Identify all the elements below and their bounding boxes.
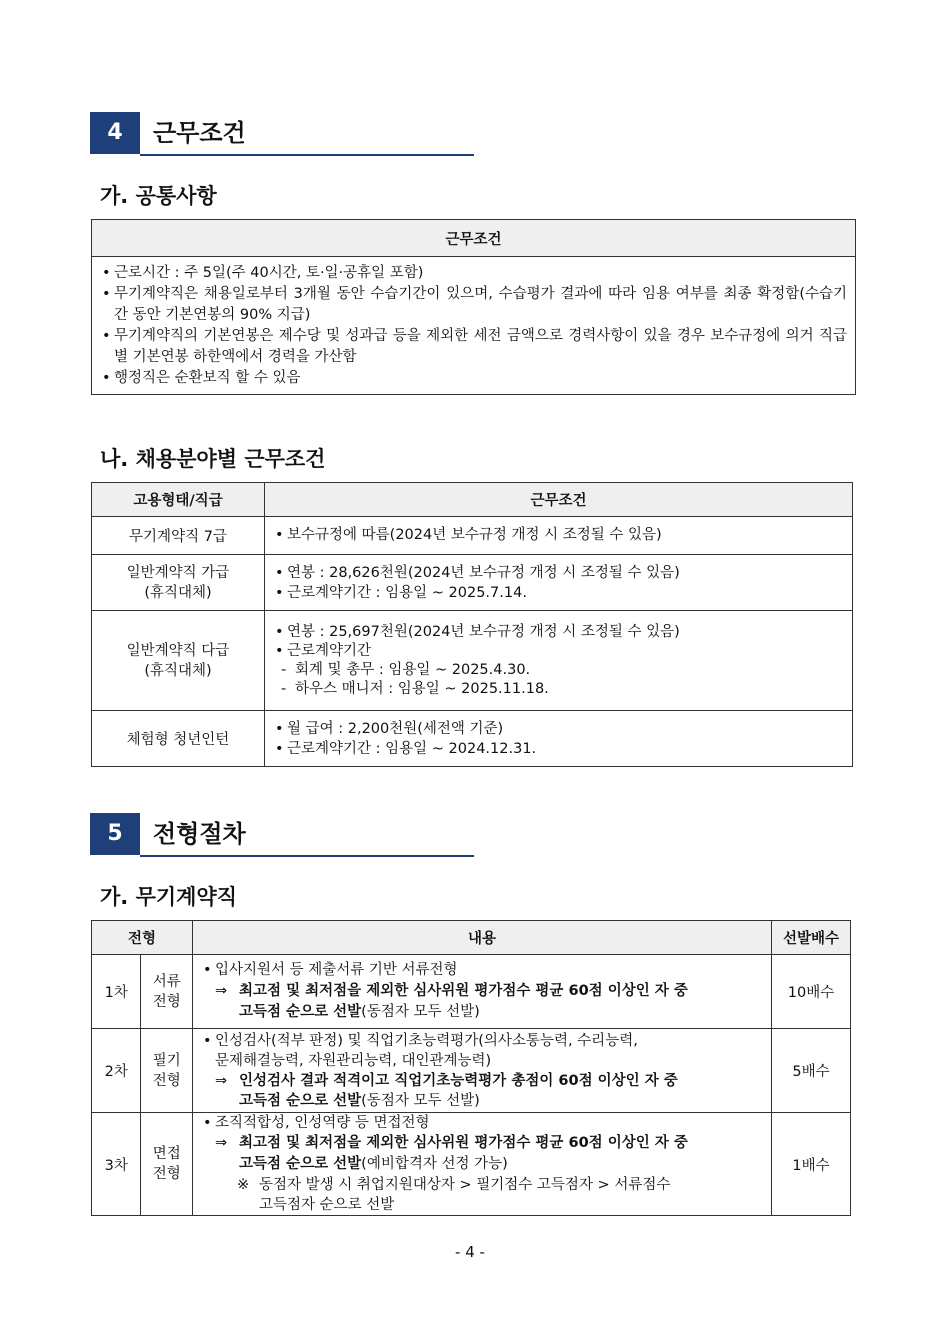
condition-subitem: - 하우스 매니저 : 임용일 ~ 2025.11.18. bbox=[273, 680, 844, 699]
stage-cell: 3차 bbox=[92, 1113, 141, 1216]
stage-name: 서류 bbox=[152, 973, 181, 990]
ratio-cell: 5배수 bbox=[772, 1029, 851, 1113]
selection-process-table bbox=[91, 920, 851, 1216]
arrow-text: (동점자 모두 선발) bbox=[361, 1004, 480, 1020]
section-4-header bbox=[90, 112, 474, 154]
page-number: - 4 - bbox=[455, 1243, 485, 1261]
content-item: • 조직적합성, 인성역량 등 면접전형 bbox=[201, 1113, 763, 1133]
list-item: • 무기계약직은 채용일로부터 3개월 동안 수습기간이 있으며, 수습평가 결과에 따라 임용 여부를 최종 확정함(수습기간 동안 기본연봉의 90% 지급) bbox=[100, 284, 847, 326]
table-row bbox=[92, 955, 851, 1029]
subsection-title: 가. 공통사항 bbox=[100, 184, 217, 208]
stage-name-cell bbox=[141, 1113, 193, 1216]
type-label: 일반계약직 다급 bbox=[126, 642, 230, 659]
employment-type bbox=[92, 611, 265, 711]
arrow-bold-text: 최고점 및 최저점을 제외한 심사위원 평가점수 평균 60점 이상인 자 중 bbox=[239, 1135, 688, 1151]
content-item: • 입사지원서 등 제출서류 기반 서류전형 bbox=[201, 960, 763, 981]
type-sublabel: (휴직대체) bbox=[144, 662, 212, 679]
section-number: 5 bbox=[90, 813, 140, 855]
condition-item: • 근로계약기간 : 임용일 ~ 2025.7.14. bbox=[273, 583, 844, 603]
content-arrow bbox=[201, 981, 763, 1023]
table-row bbox=[92, 517, 853, 555]
table-row bbox=[92, 555, 853, 611]
stage-cell: 1차 bbox=[92, 955, 141, 1029]
content-arrow bbox=[201, 1133, 763, 1175]
stage-name: 전형 bbox=[152, 1166, 181, 1182]
subsection-title: 가. 무기계약직 bbox=[100, 885, 238, 909]
section-5-header bbox=[90, 813, 474, 855]
arrow-bold-text: 고득점 순으로 선발 bbox=[239, 1092, 362, 1109]
type-label: 무기계약직 7급 bbox=[129, 529, 227, 545]
conditions-by-field-table bbox=[91, 482, 853, 767]
arrow-bold-text: 최고점 및 최저점을 제외한 심사위원 평가점수 평균 60점 이상인 자 중 bbox=[239, 983, 688, 999]
content-cell bbox=[193, 955, 772, 1029]
employment-type bbox=[92, 555, 265, 611]
condition-cell bbox=[265, 517, 853, 555]
stage-name-cell bbox=[141, 1029, 193, 1113]
arrow-text: (예비합격자 선정 가능) bbox=[361, 1156, 508, 1172]
employment-type bbox=[92, 517, 265, 555]
condition-item: • 연봉 : 25,697천원(2024년 보수규정 개정 시 조정될 수 있음) bbox=[273, 623, 844, 642]
subsection-title: 나. 채용분야별 근무조건 bbox=[100, 447, 326, 471]
condition-item: • 근로계약기간 : 임용일 ~ 2024.12.31. bbox=[273, 739, 844, 759]
stage-name-cell bbox=[141, 955, 193, 1029]
condition-item: • 보수규정에 따름(2024년 보수규정 개정 시 조정될 수 있음) bbox=[273, 525, 844, 546]
arrow-bold-text: 고득점 순으로 선발 bbox=[239, 1156, 362, 1172]
content-cell bbox=[193, 1113, 772, 1216]
ratio-cell: 1배수 bbox=[772, 1113, 851, 1216]
common-conditions-table bbox=[91, 219, 856, 395]
note-text: 고득점자 순으로 선발 bbox=[259, 1197, 395, 1213]
arrow-text: (동점자 모두 선발) bbox=[361, 1092, 480, 1109]
column-header: 근무조건 bbox=[265, 483, 853, 517]
content-cell bbox=[193, 1029, 772, 1113]
condition-item: • 연봉 : 28,626천원(2024년 보수규정 개정 시 조정될 수 있음) bbox=[273, 563, 844, 583]
note-text: 동점자 발생 시 취업지원대상자 > 필기점수 고득점자 > 서류점수 bbox=[259, 1177, 671, 1193]
content-item bbox=[201, 1031, 763, 1071]
stage-cell: 2차 bbox=[92, 1029, 141, 1113]
table-row bbox=[92, 611, 853, 711]
table-row bbox=[92, 1113, 851, 1216]
table-header: 근무조건 bbox=[92, 220, 856, 257]
stage-name: 필기 bbox=[152, 1052, 181, 1069]
condition-subitem: - 회계 및 총무 : 임용일 ~ 2025.4.30. bbox=[273, 661, 844, 680]
content-note bbox=[201, 1175, 763, 1215]
condition-item: • 월 급여 : 2,200천원(세전액 기준) bbox=[273, 719, 844, 739]
employment-type bbox=[92, 711, 265, 767]
ratio-cell: 10배수 bbox=[772, 955, 851, 1029]
condition-cell bbox=[265, 611, 853, 711]
column-header: 선발배수 bbox=[772, 921, 851, 955]
arrow-bold-text: 인성검사 결과 적격이고 직업기초능력평가 총점이 60점 이상인 자 중 bbox=[239, 1072, 678, 1089]
list-item: • 근로시간 : 주 5일(주 40시간, 토·일·공휴일 포함) bbox=[100, 263, 847, 284]
table-row bbox=[92, 1029, 851, 1113]
section-title: 근무조건 bbox=[153, 119, 246, 147]
section-number: 4 bbox=[90, 112, 140, 154]
condition-cell bbox=[265, 711, 853, 767]
list-item: • 행정직은 순환보직 할 수 있음 bbox=[100, 368, 847, 389]
stage-name: 전형 bbox=[152, 993, 181, 1010]
type-label: 일반계약직 가급 bbox=[126, 564, 230, 581]
content-text: 인성검사(적부 판정) 및 직업기초능력평가(의사소통능력, 수리능력, bbox=[215, 1032, 638, 1049]
table-row bbox=[92, 711, 853, 767]
column-header: 전형 bbox=[92, 921, 193, 955]
content-arrow bbox=[201, 1071, 763, 1111]
table-cell bbox=[92, 257, 856, 395]
section-underline bbox=[140, 855, 474, 857]
arrow-bold-text: 고득점 순으로 선발 bbox=[239, 1004, 362, 1020]
type-label: 체험형 청년인턴 bbox=[126, 732, 230, 748]
condition-cell bbox=[265, 555, 853, 611]
stage-name: 면접 bbox=[152, 1146, 181, 1162]
section-title: 전형절차 bbox=[153, 820, 246, 848]
column-header: 고용형태/직급 bbox=[92, 483, 265, 517]
section-underline bbox=[140, 154, 474, 156]
condition-item: • 근로계약기간 bbox=[273, 642, 844, 661]
content-text: 문제해결능력, 자원관리능력, 대인관계능력) bbox=[215, 1052, 492, 1069]
stage-name: 전형 bbox=[152, 1072, 181, 1089]
column-header: 내용 bbox=[193, 921, 772, 955]
list-item: • 무기계약직의 기본연봉은 제수당 및 성과급 등을 제외한 세전 금액으로 경력사항이 있을 경우 보수규정에 의거 직급별 기본연봉 하한액에서 경력을 가산함 bbox=[100, 326, 847, 368]
type-sublabel: (휴직대체) bbox=[144, 584, 212, 601]
